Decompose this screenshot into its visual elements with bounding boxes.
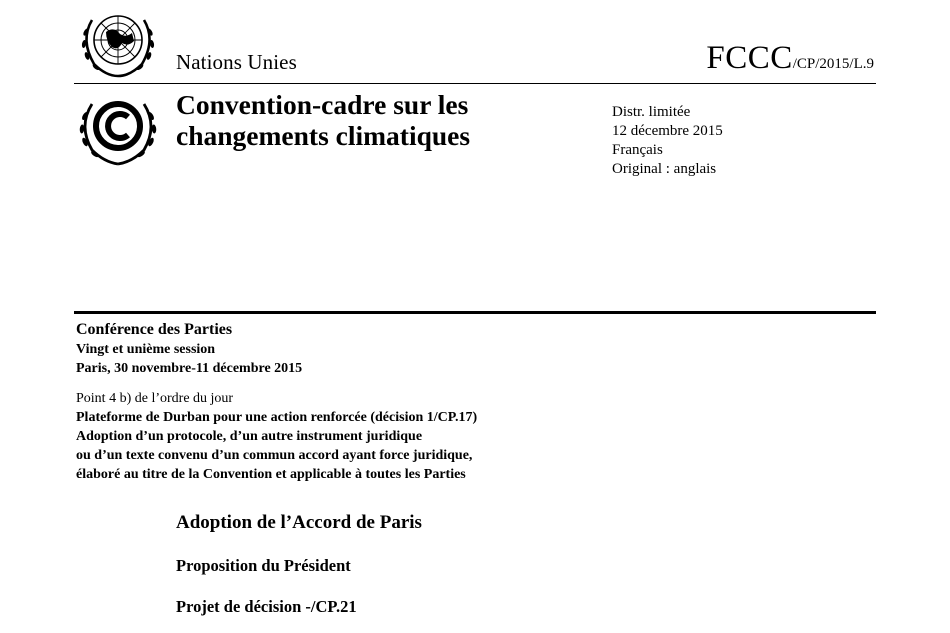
document-title: Adoption de l’Accord de Paris: [176, 512, 422, 533]
document-symbol: [706, 40, 874, 77]
section-divider: [74, 311, 876, 314]
distribution-block: [612, 103, 723, 179]
agenda-block: [76, 389, 477, 484]
agenda-line: Adoption d’un protocole, d’un autre instrument juridique: [76, 429, 423, 444]
un-emblem-icon: [72, 6, 164, 82]
convention-title-line2: changements climatiques: [176, 120, 471, 151]
unfccc-emblem-icon: [72, 90, 164, 170]
agenda-line: Plateforme de Durban pour une action renforcée (décision 1/CP.17): [76, 410, 478, 425]
symbol-main: FCCC: [706, 40, 793, 76]
agenda-line: ou d’un texte convenu d’un commun accord ayant force juridique,: [76, 448, 473, 463]
distribution-status: Distr. limitée: [612, 104, 691, 120]
conference-session: Vingt et unième session: [76, 342, 216, 357]
convention-title-line1: Convention-cadre sur les: [176, 89, 469, 120]
conference-title: Conférence des Parties: [76, 321, 233, 338]
convention-title: [176, 89, 470, 151]
document-draft: Projet de décision -/CP.21: [176, 597, 357, 616]
agenda-item: Point 4 b) de l’ordre du jour: [76, 391, 234, 406]
distribution-language: Français: [612, 142, 663, 158]
conference-place-dates: Paris, 30 novembre-11 décembre 2015: [76, 361, 303, 376]
document-proposal: Proposition du Président: [176, 556, 351, 575]
org-name: Nations Unies: [176, 50, 297, 74]
agenda-line: élaboré au titre de la Convention et applicable à toutes les Parties: [76, 467, 466, 482]
header-divider: [74, 83, 876, 84]
symbol-suffix: /CP/2015/L.9: [792, 56, 874, 72]
distribution-date: 12 décembre 2015: [612, 123, 723, 139]
conference-block: [76, 320, 302, 378]
distribution-original: Original : anglais: [612, 161, 717, 177]
